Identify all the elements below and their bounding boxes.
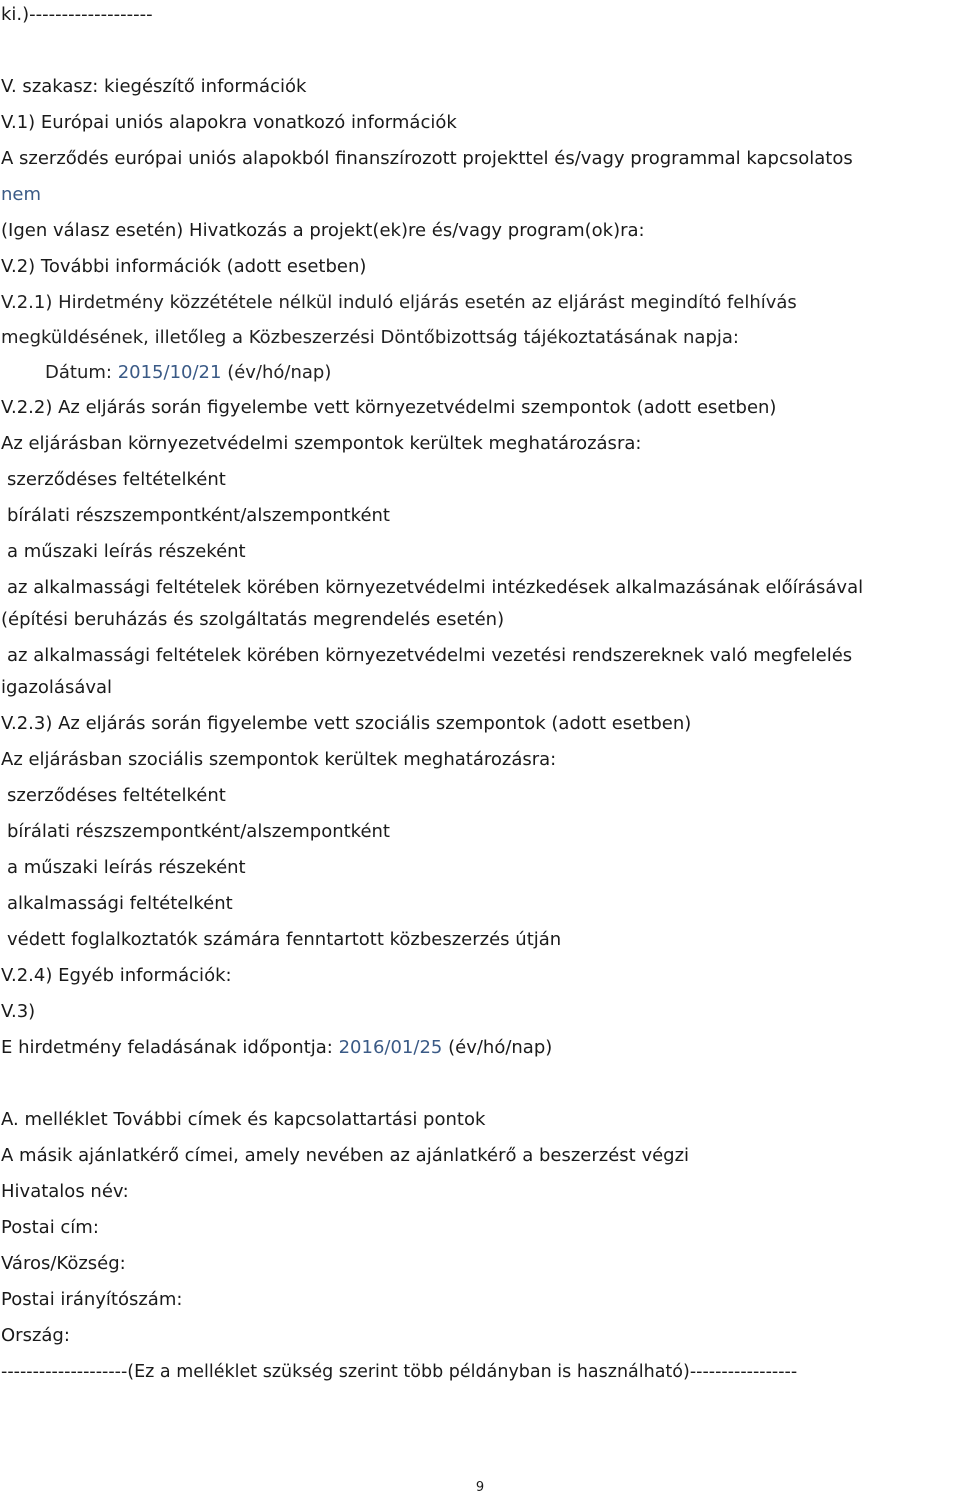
dispatch-value: 2016/01/25 — [338, 1037, 443, 1058]
dispatch-format: (év/hó/nap) — [448, 1037, 553, 1058]
annex-field-country: Ország: — [1, 1325, 70, 1346]
v1-answer: nem — [1, 184, 42, 205]
list-item: bírálati részszempontként/alszempontként — [7, 505, 390, 526]
v1-title: V.1) Európai uniós alapokra vonatkozó információk — [1, 112, 457, 133]
annex-title: A. melléklet További címek és kapcsolattartási pontok — [1, 1109, 486, 1130]
dispatch-label: E hirdetmény feladásának időpontja: — [1, 1037, 333, 1058]
v3-title: V.3) — [1, 1001, 36, 1022]
list-item: szerződéses feltételként — [7, 785, 226, 806]
list-item: a műszaki leírás részeként — [7, 857, 246, 878]
list-item: az alkalmassági feltételek körében környezetvédelmi intézkedések alkalmazásának előírásával — [7, 577, 864, 598]
annex-field-name: Hivatalos név: — [1, 1181, 129, 1202]
v21-text-line-1: V.2.1) Hirdetmény közzététele nélkül induló eljárás esetén az eljárást megindító felhívás — [1, 292, 797, 313]
list-item: a műszaki leírás részeként — [7, 541, 246, 562]
section-title: V. szakasz: kiegészítő információk — [1, 76, 307, 97]
v24-title: V.2.4) Egyéb információk: — [1, 965, 232, 986]
date-label: Dátum: — [45, 362, 112, 383]
annex-field-city: Város/Község: — [1, 1253, 126, 1274]
annex-subtitle: A másik ajánlatkérő címei, amely nevében az ajánlatkérő a beszerzést végzi — [1, 1145, 690, 1166]
v22-intro: Az eljárásban környezetvédelmi szempontok kerültek meghatározásra: — [1, 433, 642, 454]
date-value: 2015/10/21 — [117, 362, 222, 383]
dispatch-date-row — [1, 1036, 552, 1060]
v23-intro: Az eljárásban szociális szempontok kerültek meghatározásra: — [1, 749, 557, 770]
list-item: igazolásával — [1, 677, 113, 698]
list-item: (építési beruházás és szolgáltatás megrendelés esetén) — [1, 609, 505, 630]
v23-title: V.2.3) Az eljárás során figyelembe vett szociális szempontok (adott esetben) — [1, 713, 692, 734]
date-format: (év/hó/nap) — [227, 362, 332, 383]
v1-question: A szerződés európai uniós alapokból finanszírozott projekttel és/vagy programmal kapcsolatos — [1, 148, 853, 169]
list-item: alkalmassági feltételként — [7, 893, 233, 914]
v1-reference: (Igen válasz esetén) Hivatkozás a projekt(ek)re és/vagy program(ok)ra: — [1, 220, 645, 241]
list-item: védett foglalkoztatók számára fenntartott közbeszerzés útján — [7, 929, 562, 950]
page-number: 9 — [475, 1480, 485, 1495]
annex-footer: --------------------(Ez a melléklet szükség szerint több példányban is használható)----------------- — [1, 1362, 798, 1382]
list-item: az alkalmassági feltételek körében környezetvédelmi vezetési rendszereknek való megfelelés — [7, 645, 853, 666]
list-item: bírálati részszempontként/alszempontként — [7, 821, 390, 842]
v21-text-line-2: megküldésének, illetőleg a Közbeszerzési Döntőbizottság tájékoztatásának napja: — [1, 327, 739, 348]
v21-date-row — [45, 361, 331, 385]
annex-field-address: Postai cím: — [1, 1217, 99, 1238]
v2-title: V.2) További információk (adott esetben) — [1, 256, 367, 277]
top-fragment: ki.)------------------- — [1, 4, 153, 25]
annex-field-postcode: Postai irányítószám: — [1, 1289, 183, 1310]
v22-title: V.2.2) Az eljárás során figyelembe vett környezetvédelmi szempontok (adott esetben) — [1, 397, 777, 418]
list-item: szerződéses feltételként — [7, 469, 226, 490]
